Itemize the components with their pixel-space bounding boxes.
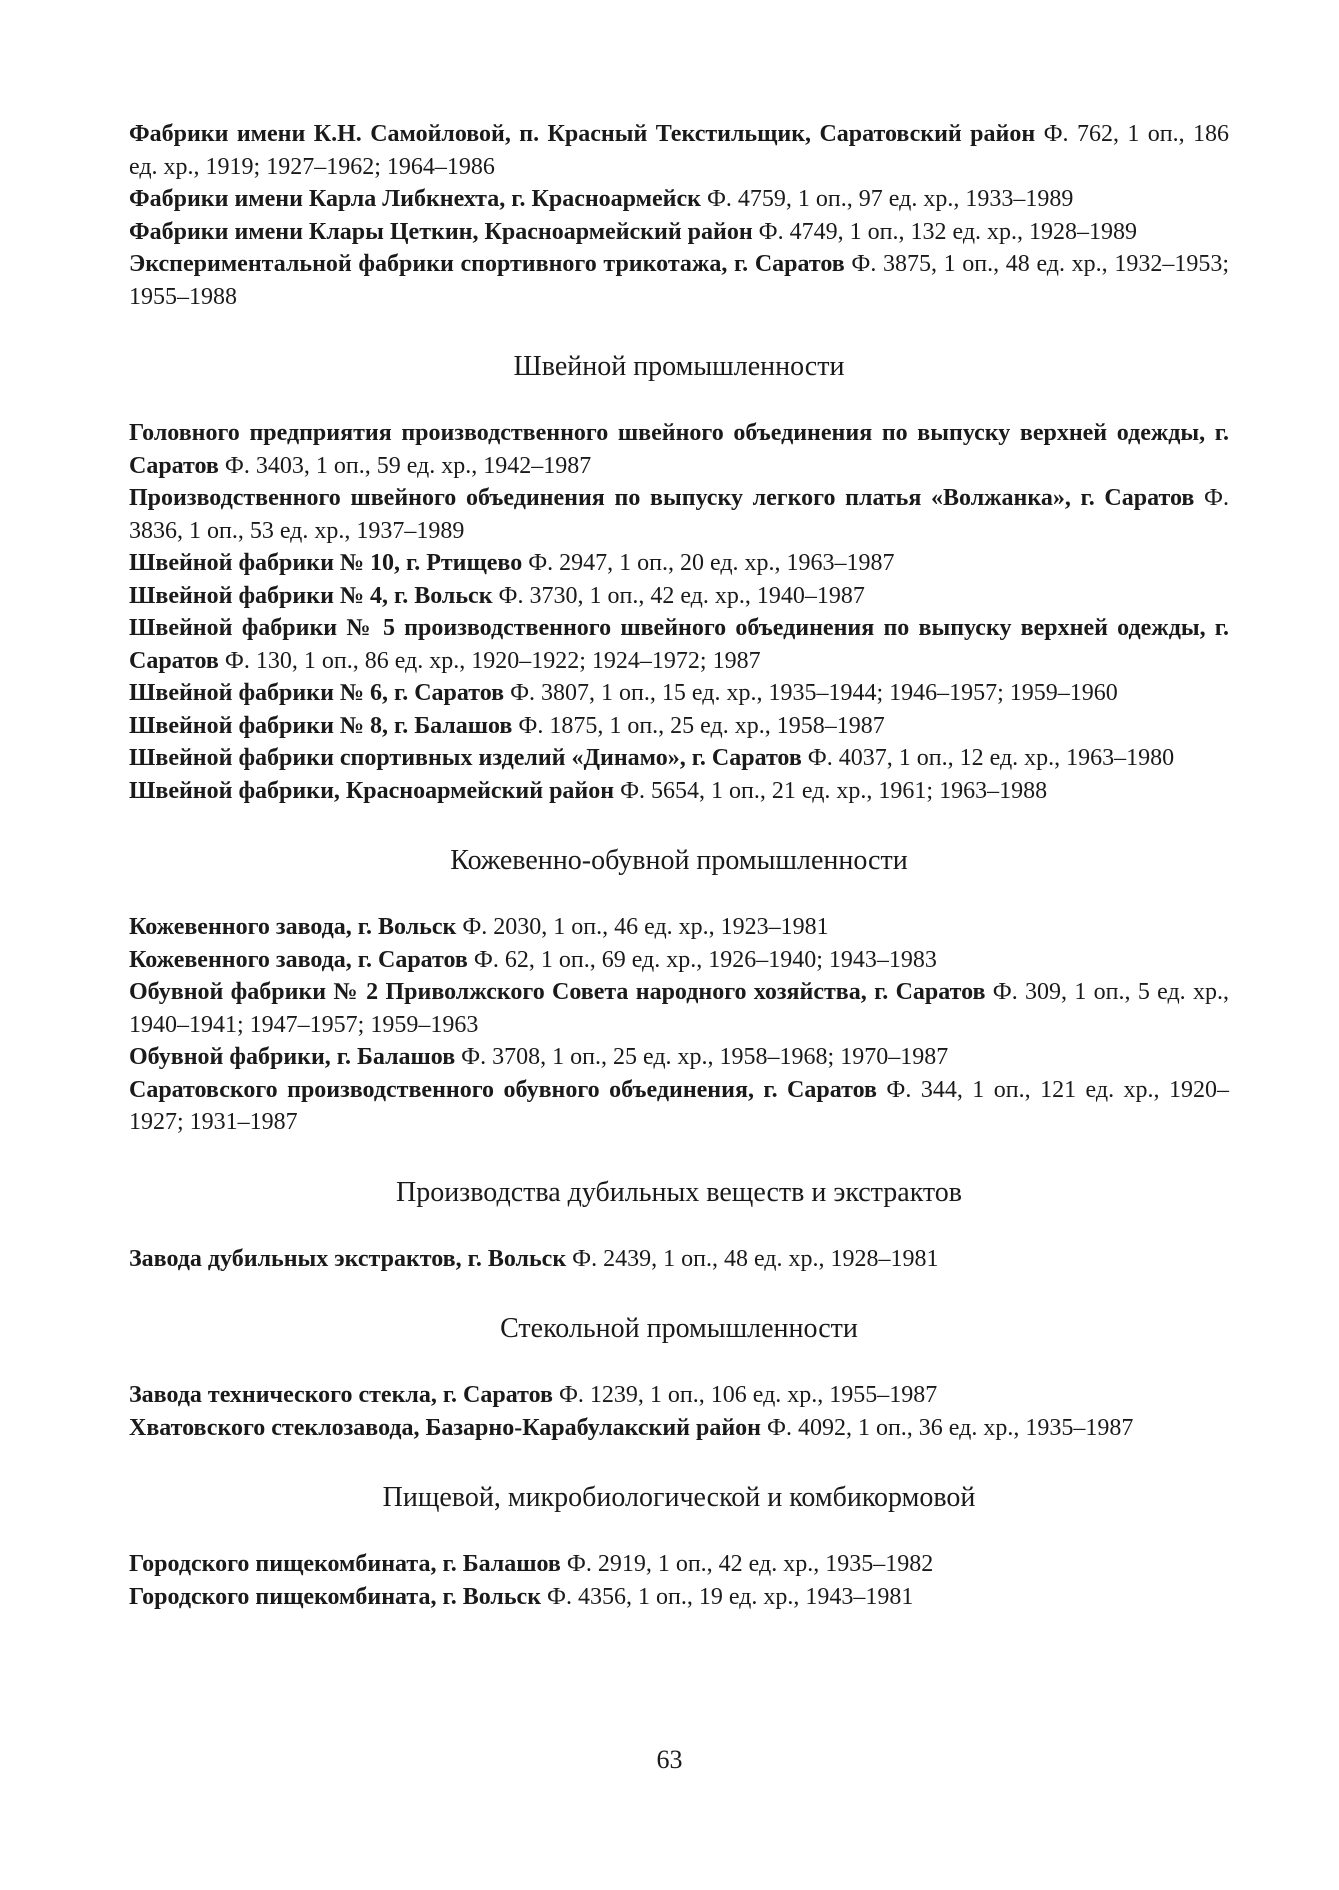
list-item (129, 1412, 1229, 1445)
entry-details: Ф. 4749, 1 оп., 132 ед. хр., 1928–1989 (758, 218, 1138, 245)
entry-details: Ф. 2439, 1 оп., 48 ед. хр., 1928–1981 (572, 1245, 939, 1272)
list-item (129, 976, 1229, 1041)
section-heading: Пищевой, микробиологической и комбикормовой (382, 1482, 976, 1513)
list-item (129, 775, 1229, 808)
list-item (129, 710, 1229, 743)
list-item (129, 1074, 1229, 1139)
entry-details: Ф. 309, 1 оп., 5 ед. хр., 1940–1941; 1947–1957; 1959–1963 (129, 979, 1229, 1038)
section-food (129, 1482, 1229, 1613)
entry-details: Ф. 762, 1 оп., 186 ед. хр., 1919; 1927–1962; 1964–1986 (129, 121, 1229, 180)
entry-name: Швейной фабрики, Красноармейский район (129, 777, 615, 804)
entry-name: Саратовского производственного обувного объединения, г. Саратов (129, 1076, 877, 1103)
entry-name: Швейной фабрики № 6, г. Саратов (129, 680, 505, 706)
entry-details: Ф. 3708, 1 оп., 25 ед. хр., 1958–1968; 1970–1987 (461, 1044, 949, 1070)
list-item (129, 1379, 1229, 1412)
entry-name: Городского пищекомбината, г. Балашов (129, 1551, 561, 1577)
list-item (129, 216, 1229, 249)
entry-details: Ф. 4037, 1 оп., 12 ед. хр., 1963–1980 (807, 745, 1175, 771)
list-item (129, 944, 1229, 977)
list-item (129, 482, 1229, 547)
entry-details: Ф. 130, 1 оп., 86 ед. хр., 1920–1922; 1924–1972; 1987 (224, 647, 761, 674)
section-sewing (129, 351, 1229, 807)
entry-name: Обувной фабрики № 2 Приволжского Совета народного хозяйства, г. Саратов (129, 979, 986, 1005)
entry-details: Ф. 5654, 1 оп., 21 ед. хр., 1961; 1963–1988 (620, 777, 1048, 804)
list-item (129, 248, 1229, 313)
list-item (129, 742, 1229, 775)
entry-name: Кожевенного завода, г. Вольск (129, 914, 457, 940)
page-number: 63 (656, 1745, 683, 1774)
list-item (129, 1581, 1229, 1614)
entry-name: Швейной фабрики № 5 производственного швейного объединения по выпуску верхней одежды, г. Саратов (129, 615, 1229, 674)
list-item (129, 677, 1229, 710)
entry-details: Ф. 4092, 1 оп., 36 ед. хр., 1935–1987 (766, 1414, 1134, 1441)
section-heading: Кожевенно-обувной промышленности (450, 845, 908, 876)
entry-name: Обувной фабрики, г. Балашов (129, 1044, 456, 1070)
list-item (129, 417, 1229, 482)
section-glass (129, 1313, 1229, 1444)
entry-details: Ф. 3836, 1 оп., 53 ед. хр., 1937–1989 (129, 485, 1230, 544)
entry-details: Ф. 4356, 1 оп., 19 ед. хр., 1943–1981 (547, 1583, 914, 1610)
entry-name: Фабрики имени К.Н. Самойловой, п. Красный Текстильщик, Саратовский район (129, 121, 1036, 147)
entry-name: Завода дубильных экстрактов, г. Вольск (129, 1245, 567, 1272)
section-heading: Стекольной промышленности (500, 1313, 858, 1344)
entry-details: Ф. 62, 1 оп., 69 ед. хр., 1926–1940; 1943–1983 (473, 946, 937, 973)
entry-details: Ф. 3875, 1 оп., 48 ед. хр., 1932–1953; 1955–1988 (129, 251, 1229, 310)
entry-details: Ф. 1875, 1 оп., 25 ед. хр., 1958–1987 (518, 712, 885, 739)
entry-details: Ф. 4759, 1 оп., 97 ед. хр., 1933–1989 (706, 186, 1074, 212)
section-heading: Производства дубильных веществ и экстрактов (395, 1176, 963, 1208)
list-item (129, 1548, 1229, 1581)
entry-name: Хватовского стеклозавода, Базарно-Карабулакский район (129, 1414, 761, 1441)
entry-name: Швейной фабрики спортивных изделий «Динамо», г. Саратов (129, 745, 802, 771)
entry-name: Швейной фабрики № 10, г. Ртищево (129, 550, 523, 576)
entry-name: Производственного швейного объединения по выпуску легкого платья «Волжанка», г. Саратов (129, 485, 1195, 511)
entry-name: Швейной фабрики № 8, г. Балашов (129, 712, 513, 739)
entry-name: Городского пищекомбината, г. Вольск (129, 1583, 542, 1610)
entry-details: Ф. 344, 1 оп., 121 ед. хр., 1920–1927; 1931–1987 (129, 1076, 1230, 1135)
section-tanning (129, 1177, 1229, 1276)
entry-name: Фабрики имени Карла Либкнехта, г. Красноармейск (129, 186, 701, 212)
entry-name: Завода технического стекла, г. Саратов (129, 1382, 553, 1408)
section-textile-continuation (129, 118, 1229, 313)
list-item (129, 1041, 1229, 1074)
list-item (129, 580, 1229, 613)
entry-details: Ф. 2030, 1 оп., 46 ед. хр., 1923–1981 (462, 914, 829, 940)
list-item (129, 911, 1229, 944)
page-content (129, 118, 1229, 1613)
entry-details: Ф. 1239, 1 оп., 106 ед. хр., 1955–1987 (558, 1382, 938, 1408)
entry-details: Ф. 2919, 1 оп., 42 ед. хр., 1935–1982 (566, 1551, 934, 1577)
entry-details: Ф. 3403, 1 оп., 59 ед. хр., 1942–1987 (224, 452, 592, 479)
list-item (129, 547, 1229, 580)
entry-name: Кожевенного завода, г. Саратов (129, 946, 468, 973)
entry-details: Ф. 3807, 1 оп., 15 ед. хр., 1935–1944; 1946–1957; 1959–1960 (510, 680, 1118, 706)
entry-details: Ф. 2947, 1 оп., 20 ед. хр., 1963–1987 (528, 550, 895, 576)
entry-name: Швейной фабрики № 4, г. Вольск (129, 582, 493, 609)
list-item (129, 183, 1229, 216)
entry-name: Экспериментальной фабрики спортивного трикотажа, г. Саратов (129, 251, 845, 277)
entry-name: Фабрики имени Клары Цеткин, Красноармейский район (129, 218, 753, 245)
section-leather-shoe (129, 845, 1229, 1139)
list-item (129, 1243, 1229, 1276)
list-item (129, 118, 1229, 183)
entry-name: Головного предприятия производственного швейного объединения по выпуску верхней одежды, г. Саратов (129, 420, 1229, 479)
list-item (129, 612, 1229, 677)
entry-details: Ф. 3730, 1 оп., 42 ед. хр., 1940–1987 (498, 582, 865, 609)
section-heading: Швейной промышленности (513, 351, 845, 382)
